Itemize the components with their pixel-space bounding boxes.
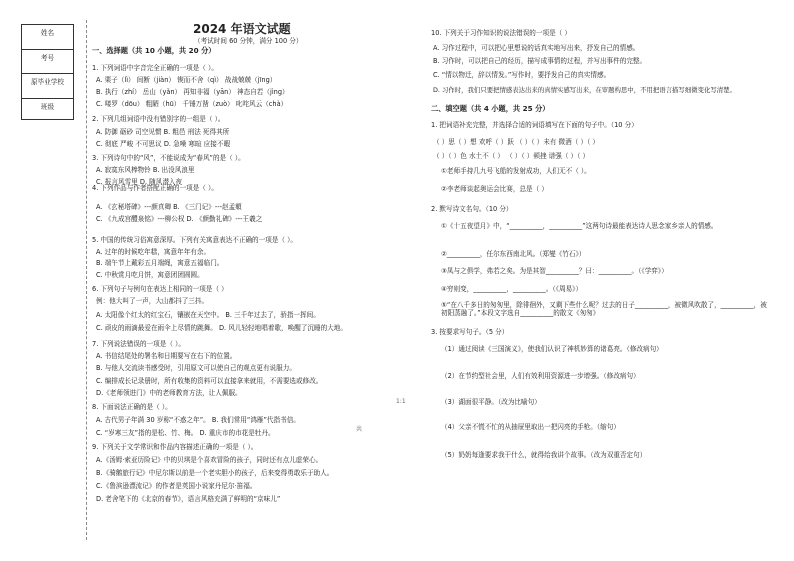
sentence-task: （3）湖面很平静。（改为比喻句） xyxy=(441,398,541,406)
page-subtitle: （考试时间 60 分钟，满分 100 分） xyxy=(194,37,303,45)
question-line: 10. 下列关于习作知识的说法错误的一项是（ ） xyxy=(431,29,571,37)
option-line: C. “情以物迁，辞以情发。”写作时，要抒发自己的真实情感。 xyxy=(433,71,611,79)
section-heading-choice: 一、选择题（共 10 小题，共 20 分） xyxy=(92,46,216,55)
question-line: 4. 下列作品与作者搭配正确的一项是（ ）。 xyxy=(92,184,218,192)
option-line: A. 太阳像个红太的红宝石，镶嵌在天空中。 B. 三千年过去了，骄指一挥间。 xyxy=(96,311,320,319)
question-line: 1. 下列词语中字音完全正确的一项是（ ）。 xyxy=(92,64,218,72)
question-line: 2. 默写诗文名句。（10 分） xyxy=(431,205,513,213)
fill-blank-line[interactable]: ①老师手持几九号飞船的发射成功，人们无不（ ）。 xyxy=(441,167,591,175)
sentence-task: （2）在节约型社会里，人们有效利用资源进一步增强。（修改病句） xyxy=(441,372,640,380)
option-line: B. 与他人交流读书感受时，引用原文可以使自己的观点更有说服力。 xyxy=(96,364,296,372)
option-line: C. 顽皮的雨滴最爱在雨伞上尽情的跳舞。 D. 风儿轻轻地唱着歌，唤醒了沉睡的大地。 xyxy=(96,324,347,332)
option-line: A. 寂寞东风棒物铃 B. 出没风浪里 xyxy=(96,166,195,174)
option-line: C. 报言风雪里 D. 随风潜入夜 xyxy=(96,178,183,186)
sentence-task: （5）奶奶每逢要求我干什么，就得给我讲个故事。（改为双重否定句） xyxy=(441,451,647,459)
question-line: 8. 下面说法正确的是（ ）。 xyxy=(92,403,172,411)
option-line: A. 防御 砺砂 司空见惯 B. 粗邑 刑法 死得其所 xyxy=(96,128,230,136)
section-heading-fill: 二、填空题（共 4 小题，共 25 分） xyxy=(431,104,550,113)
student-info-box xyxy=(21,24,74,120)
question-line: 3. 按要求写句子。（5 分） xyxy=(431,328,509,336)
option-line: A. 过年的时候吃年糕，寓意年年有余。 xyxy=(96,248,211,256)
fill-blank-line[interactable]: （ ）（ ）色 水土不（ ） （ ）（ ）顿挫 谱强（ ）（ ） xyxy=(433,152,590,160)
fill-blank-line[interactable]: ②__________，任尔东西南北风。（郑燮《竹石》） xyxy=(441,250,586,258)
option-line: B.《骑鹅旅行记》中尼尔斯以前是一个老实胆小的孩子，后来变得勇敢乐于助人。 xyxy=(96,469,334,477)
option-line: C. 《九成宫醴泉铭》---柳公权 D. 《颜勤礼碑》---王羲之 xyxy=(96,215,263,223)
option-line: C. 喽罗（dōu） 粗陋（hū） 千锤万凿（zuò） 叱咤风云（chà） xyxy=(96,100,288,108)
question-line: 7. 下列说法错误的一项是（ ）。 xyxy=(92,340,185,348)
margin-mark: 1:1 xyxy=(396,398,406,405)
option-line: 例：他大叫了一声，大山都抖了三抖。 xyxy=(96,297,209,305)
question-line: 1. 把词语补充完整，并选择合适的词语填写在下面的句子中。（10 分） xyxy=(431,121,638,129)
margin-mark: 共 xyxy=(356,426,363,433)
class-field[interactable]: 班级 xyxy=(40,102,55,111)
page-title: 2024 年语文试题 xyxy=(193,22,291,36)
fill-blank-line[interactable]: （ ）思（ ）想 欢呼（ ）跃 （ ）（ ）未有 微酒（ ）（ ） xyxy=(433,138,600,146)
option-line: C.《鲁滨逊漂流记》的作者是英国小说家丹尼尔·笛福。 xyxy=(96,482,257,490)
option-line: A. 习作过程中，可以把心里想说的话真实地写出来，抒发自己的情感。 xyxy=(433,44,640,52)
school-field[interactable]: 原毕业学校 xyxy=(22,74,73,99)
option-line: D. 习作时，我们只要把情感表达出来的真情实感写出来，在审题构思中，不用把语言描写细微变化写清楚。 xyxy=(433,86,736,94)
option-line: D.《老师领进门》中的老师教育方法，让人佩服。 xyxy=(96,389,242,397)
option-line: C. “岁寒三友”指的是松、竹、梅。 D. 重庆市的市花是牡丹。 xyxy=(96,429,275,437)
option-line: B. 端午节上戴彩五月端绳，寓意五福临门。 xyxy=(96,259,224,267)
option-line: B. 习作时，可以把自己的经历，描写成事情的过程，并写出事件的完整。 xyxy=(433,57,647,65)
fill-blank-line[interactable]: ①《十五夜望月》中，“__________，__________”这两句诗最能表达诗人思念家乡亲人的情感。 xyxy=(441,222,718,230)
question-line: 9. 下列关于文学常识和作品内容描述正确的一项是（ ）。 xyxy=(92,443,258,451)
fill-blank-line[interactable]: ④穷则变，__________，__________。（《周易》） xyxy=(441,285,583,293)
option-line: A. 古代男子年满 30 岁称“不惑之年”。 B. 我们常用“鸿雁”代指书信。 xyxy=(96,416,300,424)
question-line: 5. 中国的传统习俗寓意深厚。下列有关寓意表达不正确的一项是（ ）。 xyxy=(92,236,297,244)
option-line: A. 书信结尾处的署名和日期要写在右下的位置。 xyxy=(96,352,237,360)
option-line: A. 《玄秘塔碑》---颜真卿 B. 《三门记》---赵孟頫 xyxy=(96,203,242,211)
question-line: 6. 下列句子与例句在表达上相同的一项是（ ） xyxy=(92,285,228,293)
option-line: C. 彻底 严峻 不可思议 D. 急噪 寒暄 应接不暇 xyxy=(96,140,231,148)
question-line: 2. 下列几组词语中没有错别字的一组是（ ）。 xyxy=(92,115,225,123)
fill-blank-line[interactable]: ③凤与之俱学，弗若之矣。为是其智__________？曰：__________。（《学弈》） xyxy=(441,267,668,275)
question-line: 3. 下列诗句中的“风”，不能说成为“春风”的是（ ）。 xyxy=(92,154,245,162)
sentence-task: （4）父亲不慌不忙的从抽屉里取出一把闪亮的手枪。（缩句） xyxy=(441,423,620,431)
option-line: D. 老舍笔下的《北京的春节》，语言风格充满了鲜明的“京味儿” xyxy=(96,495,281,503)
option-line: A.《汤姆·索亚历险记》中的贝琪是个喜欢冒险的孩子，同时还有点儿虚荣心。 xyxy=(96,456,323,464)
sentence-task: （1）通过阅读《三国演义》，使我们认识了神机妙算的诸葛亮。（修改病句） xyxy=(441,345,663,353)
binding-line xyxy=(86,20,87,540)
option-line: C. 编排成长记录册时，所有收集的资料可以直接拿来就用，不需要选或修改。 xyxy=(96,377,323,385)
fill-blank-line[interactable]: ②李老师谈起奥运会比赛，总是（ ） xyxy=(441,185,548,193)
option-line: A. 栗子（lì） 间断（jiàn） 锲而不舍（qì） 战战兢兢（jīng） xyxy=(96,76,277,84)
option-line: C. 中秋赏月吃月饼，寓意团团圆圆。 xyxy=(96,271,204,279)
exam-number-field[interactable]: 考号 xyxy=(22,50,73,75)
fill-blank-line[interactable]: ⑤“在八千多日的匆匆里，除徘徊外，又剩下些什么呢？过去的日子__________，被微风吹散了，__________，被初阳蒸融了。”本段文字选自__________的散文《匆匆》 xyxy=(441,301,767,317)
option-line: B. 执行（zhí） 岳山（yǎn） 再知非福（yān） 神态自若（jìng） xyxy=(96,88,289,96)
name-field[interactable]: 姓名 xyxy=(22,25,73,50)
